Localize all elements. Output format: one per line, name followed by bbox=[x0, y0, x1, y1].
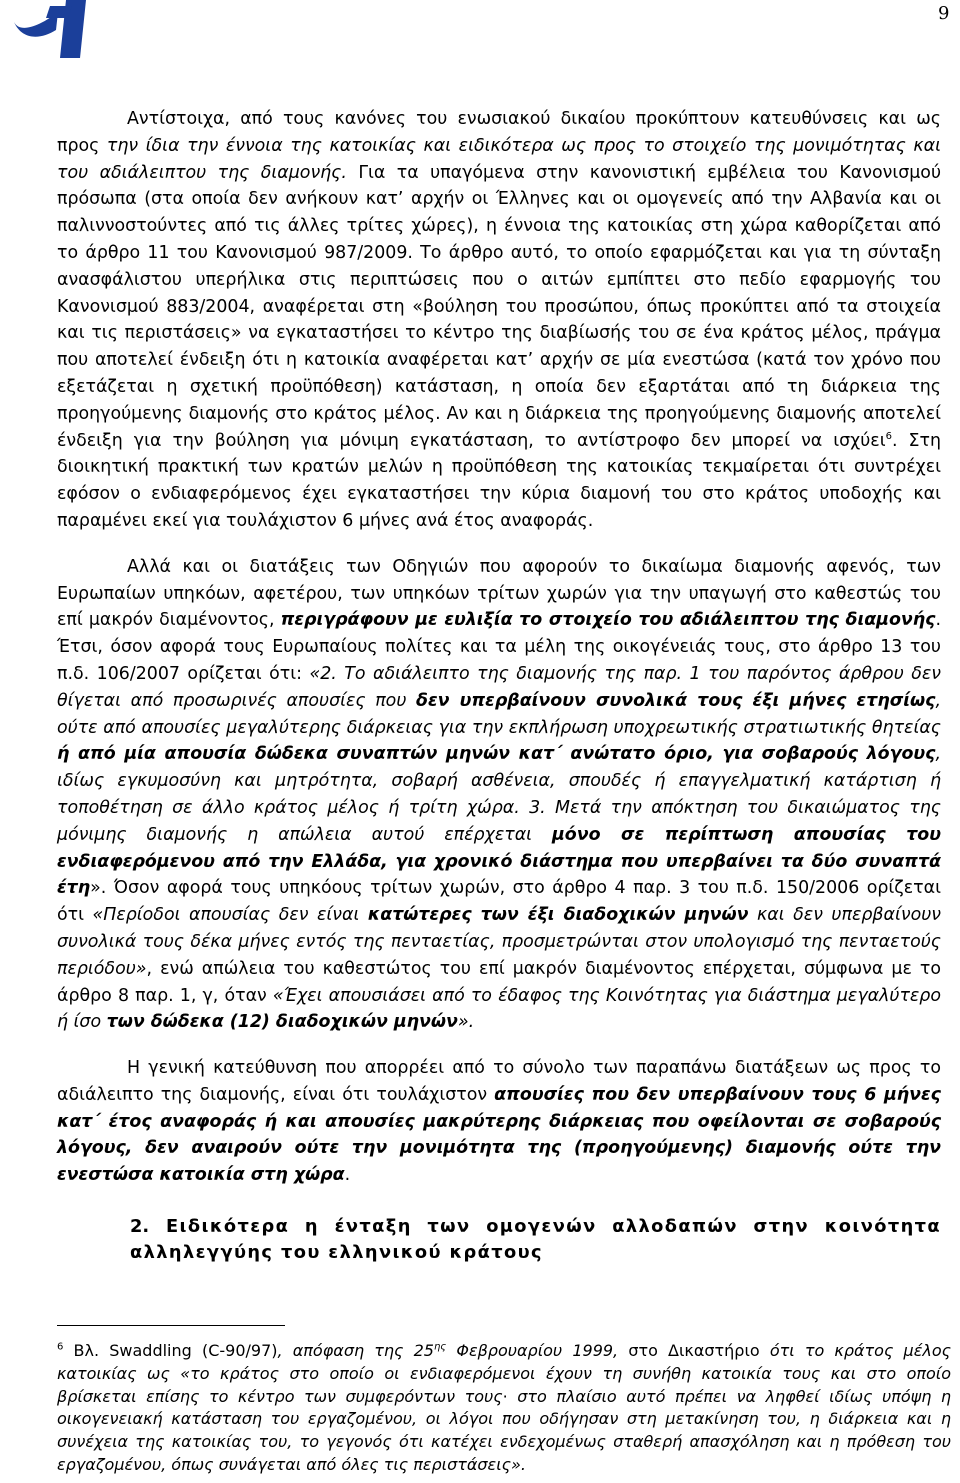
footnote-ref-6[interactable]: 6 bbox=[885, 430, 892, 442]
p2-quote-7: ». bbox=[457, 1012, 475, 1033]
logo-flag-shape bbox=[46, 6, 72, 18]
paragraph-2 bbox=[57, 554, 941, 1036]
p1-text-1: Αντίστοιχα, από τους κανόνες του ενωσιακού δικαίου προκύπτουν κατευθύνσεις και ως προς bbox=[57, 109, 941, 156]
footnote-italic-1: , απόφαση της 25 bbox=[277, 1341, 434, 1360]
footnote-text-3: · bbox=[502, 1386, 518, 1406]
footnote-italic-3: ότι το κράτος μέλος κατοικίας ως «το κράτος στο οποίο οι ενδιαφερόμενοι έχουν τη συνήθη κατοικία τους και στο οποίο βρίσκεται επίσης το κέντρο των συμφερόντων τους bbox=[57, 1341, 952, 1406]
p2-emphasis-6: των δώδεκα (12) διαδοχικών μηνών bbox=[106, 1012, 458, 1033]
paragraph-1 bbox=[57, 106, 941, 535]
logo bbox=[10, 0, 90, 62]
p2-quote-1: «2. Το αδιάλειπτο της διαμονής της παρ. 1 του παρόντος άρθρου δεν θίγεται από προσωρινές απουσίες που bbox=[57, 663, 941, 711]
footnote-italic-4: στο πλαίσιο αυτό πρέπει να ληφθεί ιδίως υπόψη η οικογενειακή κατάσταση του εργαζομένου, οι λόγοι που οδήγησαν στη μετακίνηση του, η διάρκεια και η συνέχεια της κατοικίας του, το γεγονός ότι κατέχει ενδεχομένως σταθερή απασχόληση και η πρόθεση του εργαζομένου, όπως συνάγεται από όλες τις περιστάσεις». bbox=[57, 1386, 952, 1474]
p3-text-2: . bbox=[344, 1165, 351, 1186]
p1-italic-1: την ίδια την έννοια της κατοικίας και ειδικότερα ως προς το στοιχείο της μονιμότητας και του αδιάλειπτου της διαμονής. bbox=[57, 135, 941, 183]
main-body bbox=[57, 106, 941, 1266]
p2-emphasis-1: περιγράφουν με ευλιξία το στοιχείο του αδιάλειπτου της διαμονής bbox=[280, 610, 936, 631]
p2-emphasis-2: δεν υπερβαίνουν συνολικά τους έξι μήνες ετησίως bbox=[416, 690, 936, 711]
footnote-number: 6 bbox=[57, 1341, 64, 1353]
p2-quote-5: και δεν υπερβαίνουν συνολικά τους δέκα μήνες εντός της πενταετίας, προσμετρώνται στον υπολογισμό της πενταετούς περιόδου» bbox=[57, 905, 941, 979]
p2-quote-3: , ιδίως εγκυμοσύνη και μητρότητα, σοβαρή ασθένεια, σπουδές ή επαγγελματική κατάρτιση ή τοποθέτηση σε άλλο κράτος μέλος ή τρίτη χώρα. 3. Μετά την απόκτηση του δικαιώματος της μόνιμης διαμονής η απώλεια αυτού επέρχεται bbox=[57, 744, 941, 845]
p2-quote-2: , ούτε από απουσίες μεγαλύτερης διάρκειας για την εκπλήρωση υποχρεωτικής στρατιωτικής θητείας bbox=[57, 690, 941, 738]
footnote-italic-2: Φεβρουαρίου 1999, bbox=[446, 1341, 629, 1360]
section-heading bbox=[57, 1214, 941, 1266]
footnote-separator bbox=[57, 1325, 285, 1326]
paragraph-3 bbox=[57, 1055, 941, 1189]
p2-text-1: Αλλά και οι διατάξεις των Οδηγιών που αφορούν το δικαίωμα διαμονής αφενός, των Ευρωπαίων υπηκόων, αφετέρου, των υπηκόων τρίτων χωρών για την υπαγωγή στο καθεστώς του επί μακρόν διαμένοντος, bbox=[57, 556, 941, 631]
p1-text-2: Για τα υπαγόμενα στην κανονιστική εμβέλεια του Κανονισμού πρόσωπα (στα οποία δεν ανήκουν κατ’ αρχήν οι Έλληνες και οι ομογενείς από την Αλβανία και οι παλιννοστούντες από τις άλλες τρίτες χώρες), η έννοια της κατοικίας στη χώρα καθορίζεται από το άρθρο 11 του Κανονισμού 987/2009. Το άρθρο αυτό, το οποίο εφαρμόζεται και για τη σύνταξη ανασφάλιστου υπερήλικα στις περιπτώσεις που ο αιτών εμπίπτει στο πεδίο εφαρμογής του Κανονισμού 883/2004, αναφέρεται στη «βούληση του προσώπου, όπως προκύπτει από τα στοιχεία και τις περιστάσεις» να εγκαταστήσει το κέντρο της διαβίωσής του σε ένα κράτος μέλος, πράγμα που αποτελεί ένδειξη ότι η κατοικία αναφέρεται κατ’ αρχήν σε μία ενεστώσα (κατά τον χρόνο που εξετάζεται η σχετική προϋπόθεση) κατάσταση, η οποία δεν εξαρτάται από τη διάρκεια της προηγούμενης διαμονής στο κράτος μέλος. Αν και η διάρκεια της προηγούμενης διαμονής αποτελεί ένδειξη για την βούληση για μόνιμη εγκατάσταση, το αντίστροφο δεν μπορεί να ισχύει bbox=[57, 162, 942, 451]
p2-quote-6: «Έχει απουσιάσει από το έδαφος της Κοινότητας για διάστημα μεγαλύτερο ή ίσο bbox=[57, 985, 941, 1033]
p2-text-3: ». Όσον αφορά τους υπηκόους τρίτων χωρών, στο άρθρο 4 παρ. 3 του π.δ. 150/2006 ορίζεται ότι bbox=[57, 878, 941, 926]
footnote-text-2: στο Δικαστήριο bbox=[628, 1341, 760, 1360]
page-number: 9 bbox=[938, 3, 950, 24]
p2-quote-4: «Περίοδοι απουσίας δεν είναι bbox=[92, 905, 368, 926]
p2-text-4: , ενώ απώλεια του καθεστώτος του επί μακρόν διαμένοντος επέρχεται, σύμφωνα με το άρθρο 8 παρ. 1, γ, όταν bbox=[57, 958, 941, 1006]
p2-text-2: . Έτσι, όσον αφορά τους Ευρωπαίους πολίτες και τα μέλη της οικογένειάς τους, στο άρθρο 13 του π.δ. 106/2007 ορίζεται ότι: bbox=[57, 610, 941, 684]
p2-emphasis-5: κατώτερες των έξι διαδοχικών μηνών bbox=[367, 905, 749, 926]
footnote-text-1: Βλ. Swaddling (C-90/97) bbox=[63, 1341, 278, 1360]
section-number: 2. bbox=[130, 1216, 150, 1238]
p2-emphasis-4: μόνο σε περίπτωση απουσίας του ενδιαφερόμενου από την Ελλάδα, για χρονικό διάστημα που υπερβαίνει τα δύο συναπτά έτη bbox=[57, 824, 941, 899]
p2-emphasis-3: ή από μία απουσία δώδεκα συναπτών μηνών κατ΄ ανώτατο όριο, για σοβαρούς λόγους bbox=[57, 744, 936, 765]
footnote-sup-ordinal: ης bbox=[433, 1341, 447, 1353]
section-title: Ειδικότερα η ένταξη των ομογενών αλλοδαπών στην κοινότητα αλληλεγγύης του ελληνικού κράτους bbox=[130, 1216, 941, 1264]
p3-text-1: Η γενική κατεύθυνση που απορρέει από το σύνολο των παραπάνω διατάξεων ως προς το αδιάλειπτο της διαμονής, είναι ότι τουλάχιστον bbox=[57, 1058, 941, 1105]
p3-emphasis-1: απουσίες που δεν υπερβαίνουν τους 6 μήνες κατ΄ έτος αναφοράς ή και απουσίες μακρύτερης διάρκειας που οφείλονται σε σοβαρούς λόγους, δεν αναιρούν ούτε την μονιμότητα της (προηγούμενης) διαμονής ούτε την ενεστώσα κατοικία στη χώρα bbox=[57, 1084, 941, 1186]
p1-text-3: . Στη διοικητική πρακτική των κρατών μελών η προϋπόθεση της κατοικίας τεκμαίρεται ότι συντρέχει εφόσον ο ενδιαφερόμενος έχει εγκαταστήσει την κύρια διαμονή του στο κράτος υποδοχής και παραμένει εκεί για τουλάχιστον 6 μήνες ανά έτος αναφοράς. bbox=[57, 430, 941, 531]
footnote-6 bbox=[57, 1340, 951, 1477]
